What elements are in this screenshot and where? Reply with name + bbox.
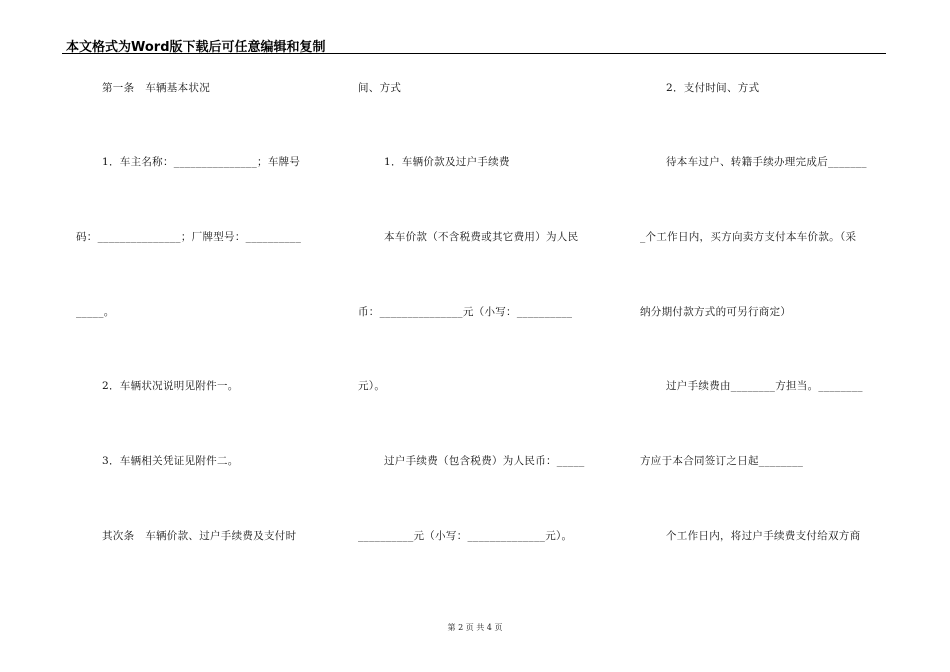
text-line: 过户手续费（包含税费）为人民币：_____	[384, 455, 585, 467]
text-line: 第一条 车辆基本状况	[102, 82, 210, 94]
text-line: 个工作日内，将过户手续费支付给双方商	[666, 530, 861, 542]
text-line: _个工作日内，买方向卖方支付本车价款。（采	[640, 231, 857, 243]
text-line: 码：_______________；厂牌型号：__________	[76, 231, 302, 243]
text-line: 过户手续费由________方担当。________	[666, 380, 863, 392]
text-line: _____。	[76, 306, 115, 318]
text-line: 2．支付时间、方式	[666, 82, 760, 94]
header-divider	[62, 53, 886, 54]
text-line: 方应于本合同签订之日起________	[640, 455, 804, 467]
text-line: 本车价款（不含税费或其它费用）为人民	[384, 231, 579, 243]
text-line: 币：_______________元（小写：__________	[358, 306, 573, 318]
page-header-title: 本文格式为Word版下载后可任意编辑和复制	[66, 40, 326, 55]
page-footer: 第 2 页 共 4 页	[447, 623, 503, 632]
text-line: 其次条 车辆价款、过户手续费及支付时	[102, 530, 297, 542]
text-line: 纳分期付款方式的可另行商定）	[640, 306, 792, 318]
text-line: __________元（小写：______________元）。	[358, 530, 573, 542]
text-line: 1．车辆价款及过户手续费	[384, 156, 510, 168]
text-line: 3．车辆相关凭证见附件二。	[102, 455, 239, 467]
text-line: 待本车过户、转籍手续办理完成后_______	[666, 156, 867, 168]
text-line: 2．车辆状况说明见附件一。	[102, 380, 239, 392]
text-line: 间、方式	[358, 82, 402, 94]
text-line: 1．车主名称：_______________；车牌号	[102, 156, 301, 168]
text-line: 元）。	[358, 380, 386, 392]
